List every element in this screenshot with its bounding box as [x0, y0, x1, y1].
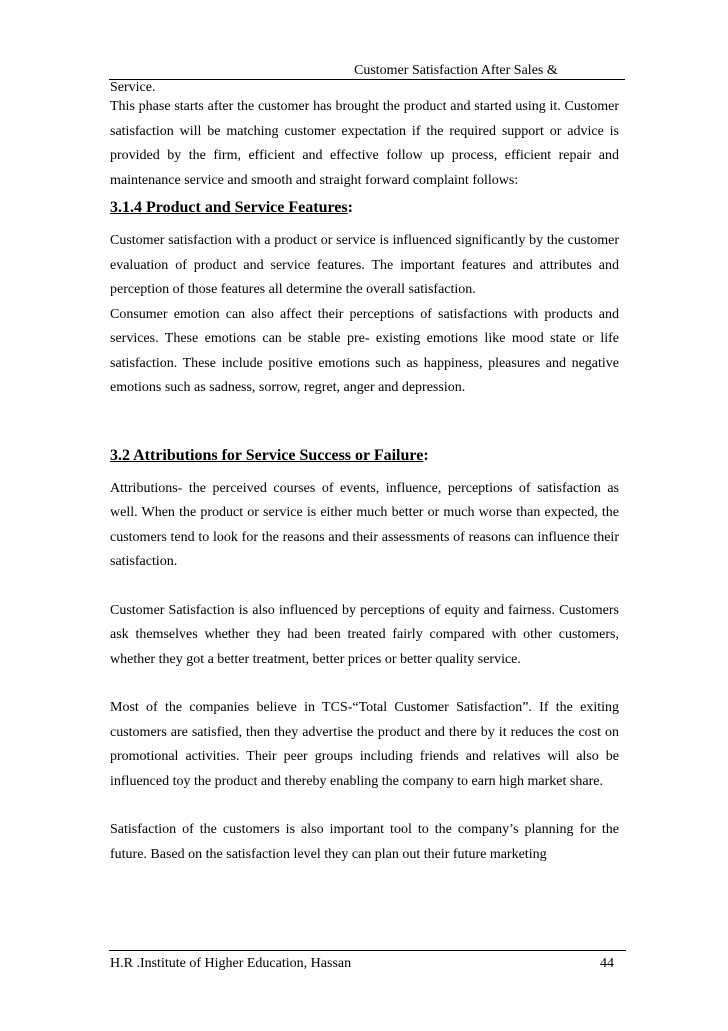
paragraph-features: Customer satisfaction with a product or service is influenced significantly by the customer evaluation of product and service features. The important features and attributes and perception of those features all determine the overall satisfaction.: [110, 233, 619, 297]
section-heading-3-2-colon: :: [423, 446, 429, 464]
section-heading-3-2-text: 3.2 Attributions for Service Success or Failure: [110, 446, 424, 464]
page-body: [110, 95, 619, 867]
intro-paragraph: This phase starts after the customer has brought the product and started using it. Customer satisfaction will be matching customer expectation if the required support or advice is provided by the firm, efficient and effective follow up process, efficient repair and maintenance service and smooth and straight forward complaint follows:: [110, 99, 619, 188]
header-rule: [109, 79, 625, 80]
footer-institution: H.R .Institute of Higher Education, Hassan: [110, 956, 352, 971]
paragraph-tcs: Most of the companies believe in TCS-“Total Customer Satisfaction”. If the exiting customers are satisfied, then they advertise the product and there by it reduces the cost on promotional activities. Their peer groups including friends and relatives will also be influenced toy the product and thereby enabling the company to earn high market share.: [110, 700, 619, 789]
paragraph-equity: Customer Satisfaction is also influenced by perceptions of equity and fairness. Customers ask themselves whether they had been treated fairly compared with other customers, whether they got a better treatment, better prices or better quality service.: [110, 602, 619, 667]
footer-rule: [109, 950, 626, 951]
paragraph-planning: Satisfaction of the customers is also important tool to the company’s planning for the future. Based on the satisfaction level they can plan out their future marketing: [110, 822, 619, 862]
paragraph-attributions: Attributions- the perceived courses of events, influence, perceptions of satisfaction as well. When the product or service is either much better or much worse than expected, the customers tend to look for the reasons and their assessments of reasons can influence their satisfaction.: [110, 480, 619, 569]
running-header-title: Customer Satisfaction After Sales &: [354, 63, 558, 78]
section-heading-3-1-4-text: 3.1.4 Product and Service Features: [110, 199, 348, 216]
running-header-continuation: Service.: [110, 80, 156, 95]
section-heading-3-1-4-colon: :: [347, 199, 353, 216]
page-number: 44: [600, 956, 614, 971]
section-heading-3-2: [110, 447, 619, 465]
paragraph-emotions: Consumer emotion can also affect their perceptions of satisfactions with products and services. These emotions can be stable pre- existing emotions like mood state or life satisfaction. These include positive emotions such as happiness, pleasures and negative emotions such as sadness, sorrow, regret, anger and depression.: [110, 306, 619, 395]
section-heading-3-1-4: [110, 199, 619, 217]
